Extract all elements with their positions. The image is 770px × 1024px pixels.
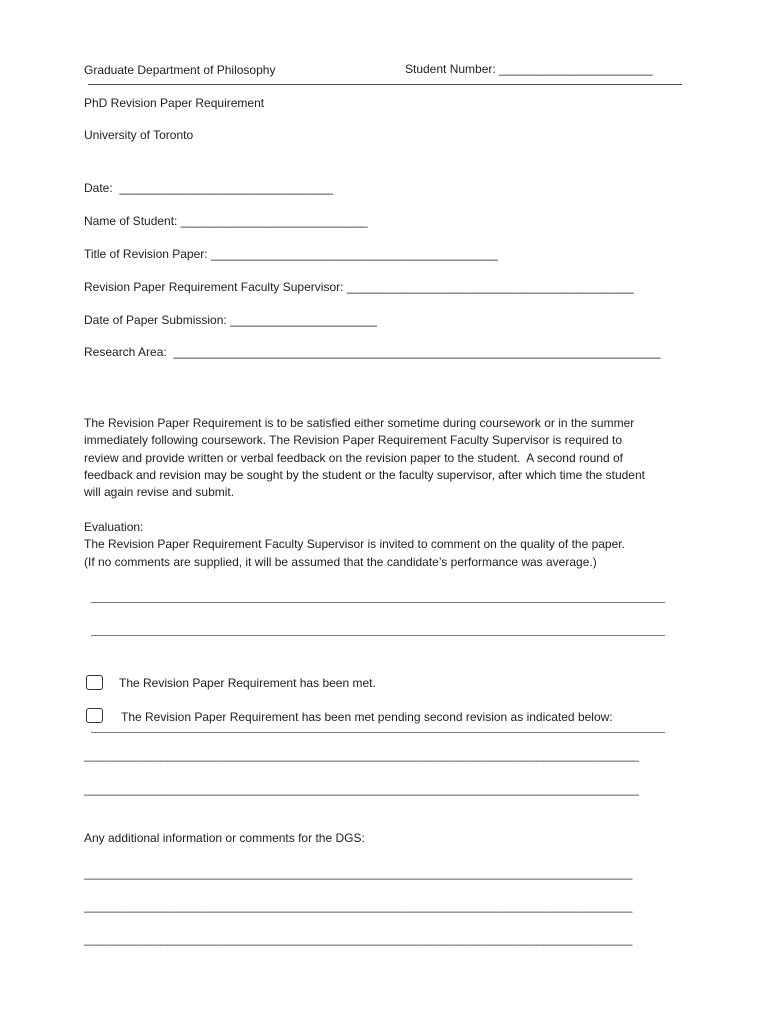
dgs-line[interactable]: ______________________________________________________________________________________ <box>84 932 633 946</box>
student-number-field[interactable]: Student Number: _______________________ <box>405 62 653 76</box>
university-name: University of Toronto <box>84 128 194 142</box>
intro-line: immediately following coursework. The Revision Paper Requirement Faculty Supervisor is required to <box>84 433 623 448</box>
intro-line: feedback and revision may be sought by the student or the faculty supervisor, after which time the student <box>84 467 645 482</box>
intro-line: review and provide written or verbal feedback on the revision paper to the student. A second round of <box>84 450 623 465</box>
intro-line: The Revision Paper Requirement is to be satisfied either sometime during coursework or in the summer <box>84 416 635 430</box>
intro-paragraph <box>84 415 694 501</box>
evaluation-line: (If no comments are supplied, it will be assumed that the candidate’s performance was average.) <box>84 554 597 569</box>
comment-line[interactable] <box>91 635 665 636</box>
paper-title-field[interactable]: Title of Revision Paper: ___________________________________________ <box>84 247 498 261</box>
evaluation-section <box>84 519 694 571</box>
requirement-met-label: The Revision Paper Requirement has been met. <box>119 676 376 690</box>
revision-line[interactable]: _______________________________________________________________________________________ <box>84 748 639 762</box>
comment-line[interactable] <box>91 602 665 603</box>
requirement-met-checkbox[interactable] <box>86 675 103 690</box>
submission-date-field[interactable]: Date of Paper Submission: ______________________ <box>84 313 377 327</box>
supervisor-field[interactable]: Revision Paper Requirement Faculty Supervisor: ___________________________________________ <box>84 280 634 294</box>
department-name: Graduate Department of Philosophy <box>84 63 276 77</box>
student-name-field[interactable]: Name of Student: ____________________________ <box>84 214 368 228</box>
date-field[interactable]: Date: ________________________________ <box>84 181 333 195</box>
pending-revision-checkbox[interactable] <box>86 708 103 723</box>
dgs-line[interactable]: ______________________________________________________________________________________ <box>84 866 633 880</box>
pending-label-underline <box>91 732 665 733</box>
research-area-field[interactable]: Research Area: _________________________________________________________________________ <box>84 345 661 359</box>
dgs-heading: Any additional information or comments for the DGS: <box>84 831 365 845</box>
evaluation-line: The Revision Paper Requirement Faculty Supervisor is invited to comment on the quality of the paper. <box>84 537 625 552</box>
dgs-line[interactable]: ______________________________________________________________________________________ <box>84 899 633 913</box>
header-divider <box>88 84 682 85</box>
pending-revision-label: The Revision Paper Requirement has been met pending second revision as indicated below: <box>121 710 613 724</box>
form-title: PhD Revision Paper Requirement <box>84 96 265 110</box>
evaluation-heading: Evaluation: <box>84 520 144 534</box>
intro-line: will again revise and submit. <box>84 485 235 500</box>
revision-line[interactable]: _______________________________________________________________________________________ <box>84 782 639 796</box>
